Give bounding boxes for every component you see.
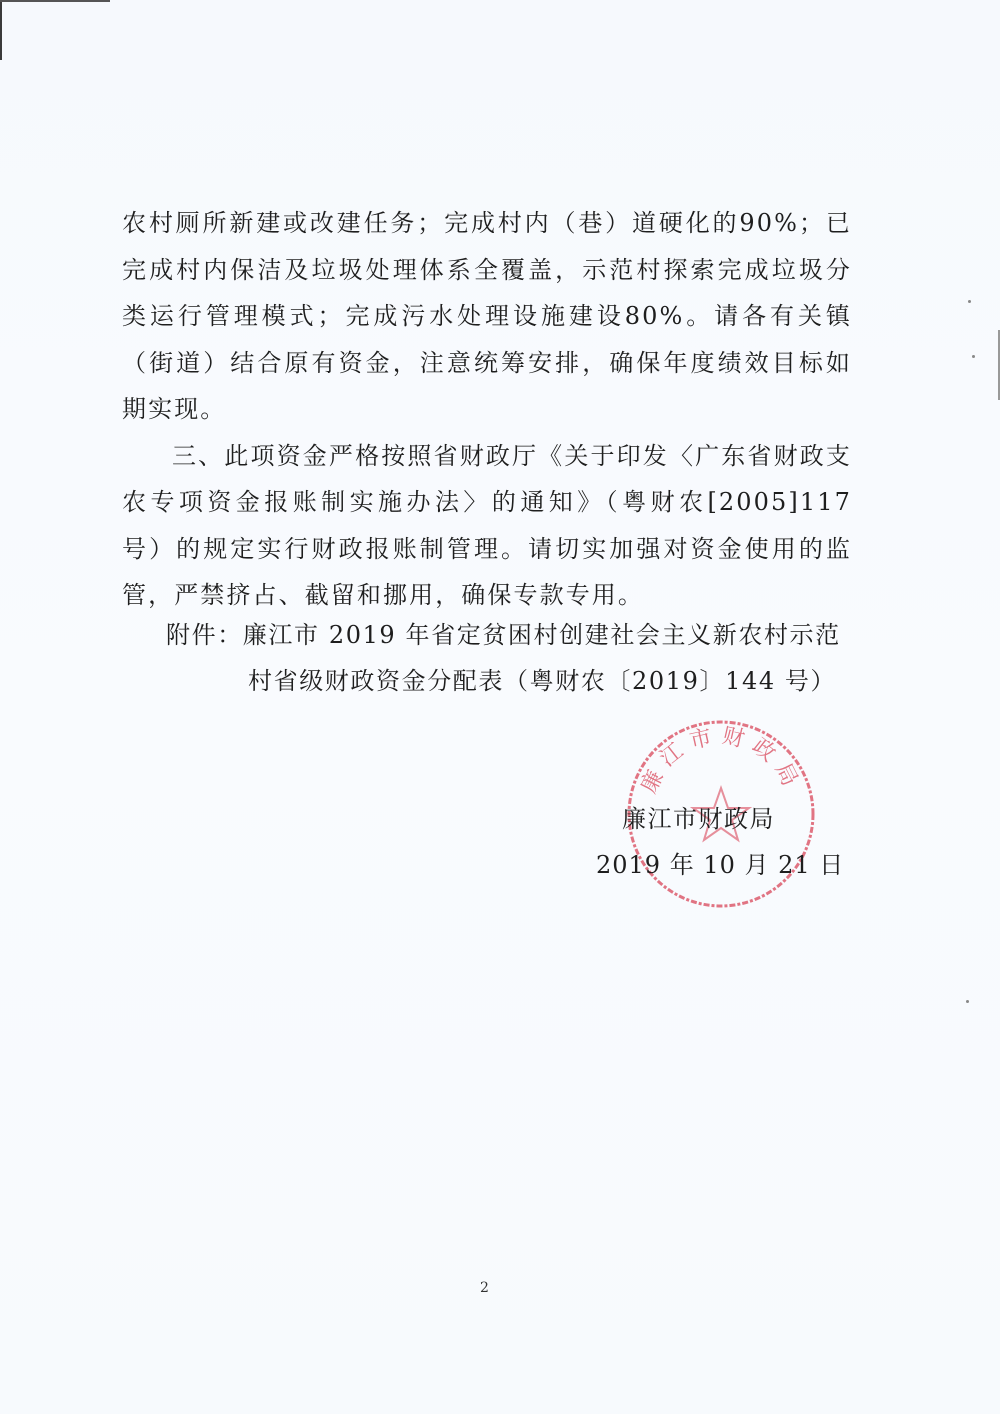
signature-block bbox=[596, 796, 856, 888]
issuing-organization: 廉江市财政局 bbox=[622, 805, 775, 833]
scan-speck bbox=[966, 1000, 969, 1003]
document-body bbox=[122, 200, 852, 619]
attachment-note bbox=[166, 612, 856, 704]
scan-speck bbox=[972, 355, 975, 358]
svg-text:廉江市财政局: 廉江市财政局 bbox=[636, 723, 806, 798]
page-number: 2 bbox=[480, 1280, 489, 1296]
scan-speck bbox=[968, 300, 971, 303]
scan-edge-left bbox=[0, 0, 2, 60]
attachment-line-1: 附件：廉江市 2019 年省定贫困村创建社会主义新农村示范 bbox=[166, 621, 841, 649]
attachment-line-2: 村省级财政资金分配表（粤财农〔2019〕144 号） bbox=[248, 667, 837, 695]
paragraph-continuation: 农村厕所新建或改建任务；完成村内（巷）道硬化的90%；已完成村内保洁及垃圾处理体系全覆盖，示范村探索完成垃圾分类运行管理模式；完成污水处理设施建设80%。请各有关镇（街道）结合原有资金，注意统筹安排，确保年度绩效目标如期实现。 bbox=[122, 209, 852, 423]
scan-edge-top bbox=[0, 0, 110, 2]
paragraph-section-three: 三、此项资金严格按照省财政厅《关于印发〈广东省财政支农专项资金报账制实施办法〉的通知》（粤财农[2005]117 号）的规定实行财政报账制管理。请切实加强对资金使用的监管，严禁挤占、截留和挪用，确保专款专用。 bbox=[122, 441, 852, 609]
issue-date: 2019 年 10 月 21 日 bbox=[596, 851, 845, 879]
